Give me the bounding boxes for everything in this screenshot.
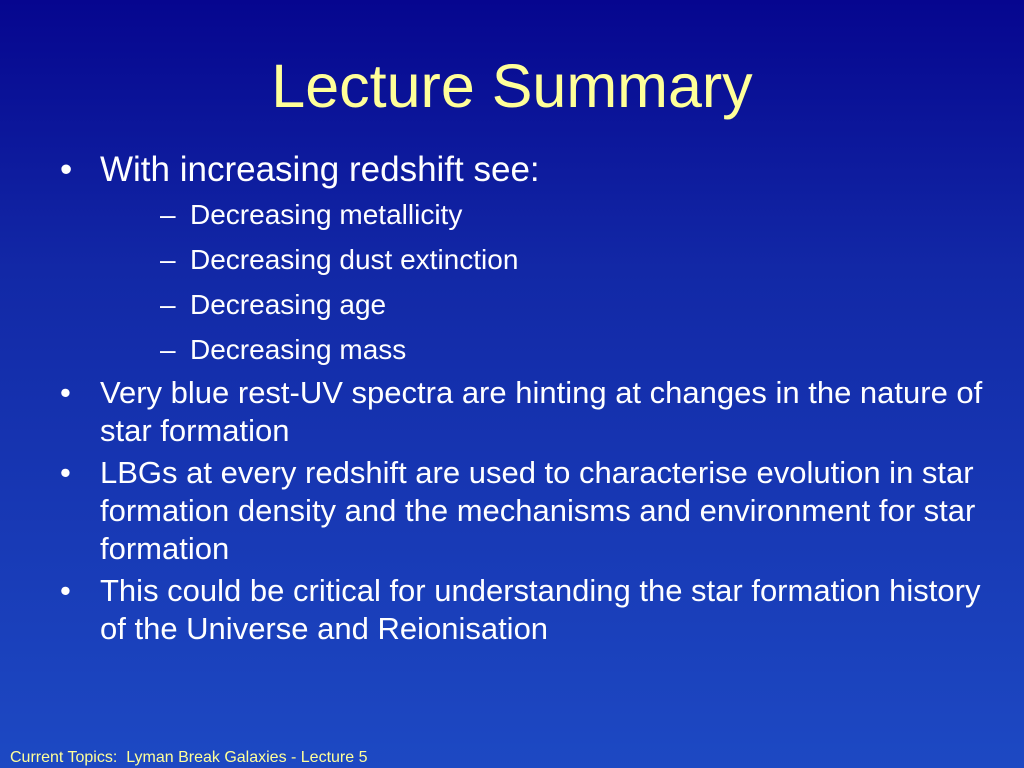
- bullet-item: [55, 572, 985, 648]
- sub-bullet-text: Decreasing mass: [190, 334, 407, 365]
- bullet-marker: •: [60, 573, 71, 608]
- bullet-marker: •: [60, 150, 73, 189]
- sub-bullet-item: [100, 327, 985, 372]
- sub-bullet-text: Decreasing age: [190, 289, 387, 320]
- bullet-item: [55, 374, 985, 450]
- bullet-text: Very blue rest-UV spectra are hinting at changes in the nature of star formation: [100, 375, 983, 448]
- bullet-text: With increasing redshift see:: [100, 150, 540, 189]
- bullet-marker: •: [60, 375, 71, 410]
- bullet-text: This could be critical for understanding the star formation history of the Universe and Reionisation: [100, 573, 981, 646]
- slide-title: Lecture Summary: [271, 52, 753, 120]
- bullet-list: [55, 148, 985, 652]
- sub-bullet-item: [100, 282, 985, 327]
- dash-marker: –: [160, 289, 176, 320]
- sub-bullet-text: Decreasing dust extinction: [190, 244, 519, 275]
- sub-bullet-list: [100, 192, 985, 372]
- bullet-marker: •: [60, 455, 71, 490]
- sub-bullet-item: [100, 192, 985, 237]
- dash-marker: –: [160, 244, 176, 275]
- slide-footer: Current Topics: Lyman Break Galaxies - Lecture 5: [10, 749, 368, 766]
- sub-bullet-item: [100, 237, 985, 282]
- bullet-item: [55, 454, 985, 568]
- sub-bullet-text: Decreasing metallicity: [190, 199, 463, 230]
- bullet-text: LBGs at every redshift are used to characterise evolution in star formation density and the mechanisms and environment for star formation: [100, 455, 976, 566]
- dash-marker: –: [160, 334, 176, 365]
- dash-marker: –: [160, 199, 176, 230]
- bullet-item: [55, 148, 985, 372]
